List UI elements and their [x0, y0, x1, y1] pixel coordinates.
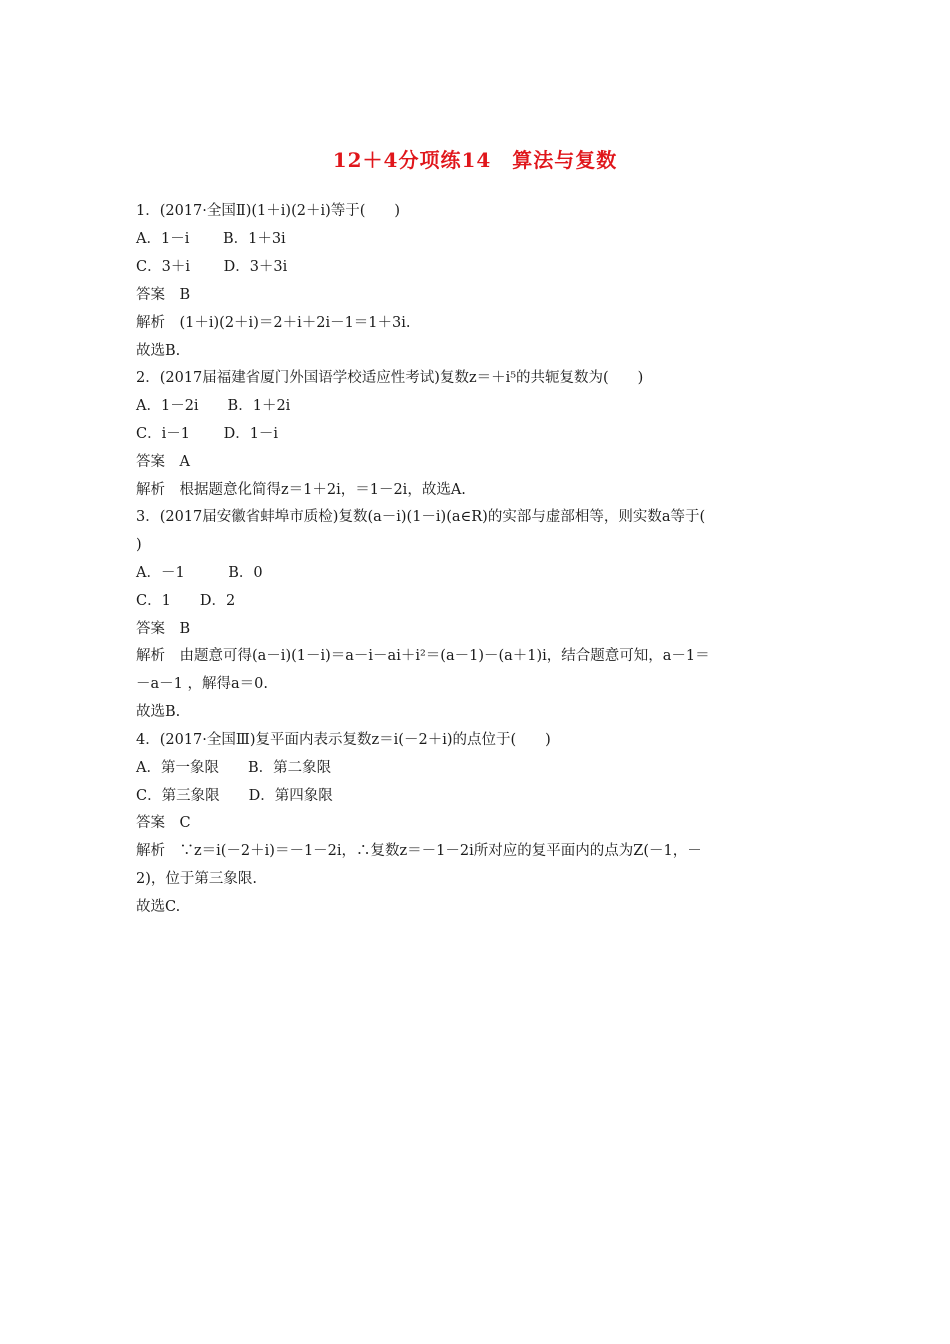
q3-analysis: 解析 由题意可得(a－i)(1－i)＝a－i－ai＋i²＝(a－1)－(a＋1)i，结合题意可知，a－1＝ [136, 648, 710, 664]
q2-options-ab: A．1－2i B．1＋2i [136, 398, 291, 414]
q2-options-cd: C．i－1 D．1－i [136, 426, 279, 442]
q3-stem-cont: ) [136, 537, 142, 553]
q1-answer: 答案 B [136, 287, 191, 303]
q4-options-ab: A．第一象限 B．第二象限 [136, 760, 332, 776]
q4-stem: 4．(2017·全国Ⅲ)复平面内表示复数z＝i(－2＋i)的点位于( ) [136, 732, 551, 748]
q2-analysis: 解析 根据题意化简得z＝1＋2i，＝1－2i，故选A. [136, 482, 466, 498]
q3-options-ab: A．－1 B．0 [136, 565, 263, 581]
q4-options-cd: C．第三象限 D．第四象限 [136, 788, 333, 804]
q2-answer: 答案 A [136, 454, 190, 470]
q1-options-ab: A．1－i B．1＋3i [136, 231, 286, 247]
q3-answer: 答案 B [136, 621, 191, 637]
q4-conclusion: 故选C. [136, 899, 181, 915]
q1-conclusion: 故选B. [136, 343, 181, 359]
q3-stem: 3．(2017届安徽省蚌埠市质检)复数(a－i)(1－i)(a∈R)的实部与虚部相等，则实数a等于( [136, 509, 706, 525]
q3-analysis-cont: －a－1 ，解得a＝0. [136, 676, 268, 692]
q1-stem: 1．(2017·全国Ⅱ)(1＋i)(2＋i)等于( ) [136, 203, 401, 219]
q4-analysis-cont: 2)，位于第三象限. [136, 871, 257, 887]
q3-conclusion: 故选B. [136, 704, 181, 720]
q4-answer: 答案 C [136, 815, 191, 831]
page-title: 12＋4分项练14 算法与复数 [332, 148, 618, 172]
q3-options-cd: C．1 D．2 [136, 593, 236, 609]
q1-options-cd: C．3＋i D．3＋3i [136, 259, 288, 275]
q4-analysis: 解析 ∵z＝i(－2＋i)＝－1－2i，∴复数z＝－1－2i所对应的复平面内的点为Z(－1，－ [136, 843, 702, 859]
q1-analysis: 解析 (1＋i)(2＋i)＝2＋i＋2i－1＝1＋3i. [136, 315, 411, 331]
q2-stem: 2．(2017届福建省厦门外国语学校适应性考试)复数z＝＋i⁵的共轭复数为( ) [136, 370, 644, 386]
